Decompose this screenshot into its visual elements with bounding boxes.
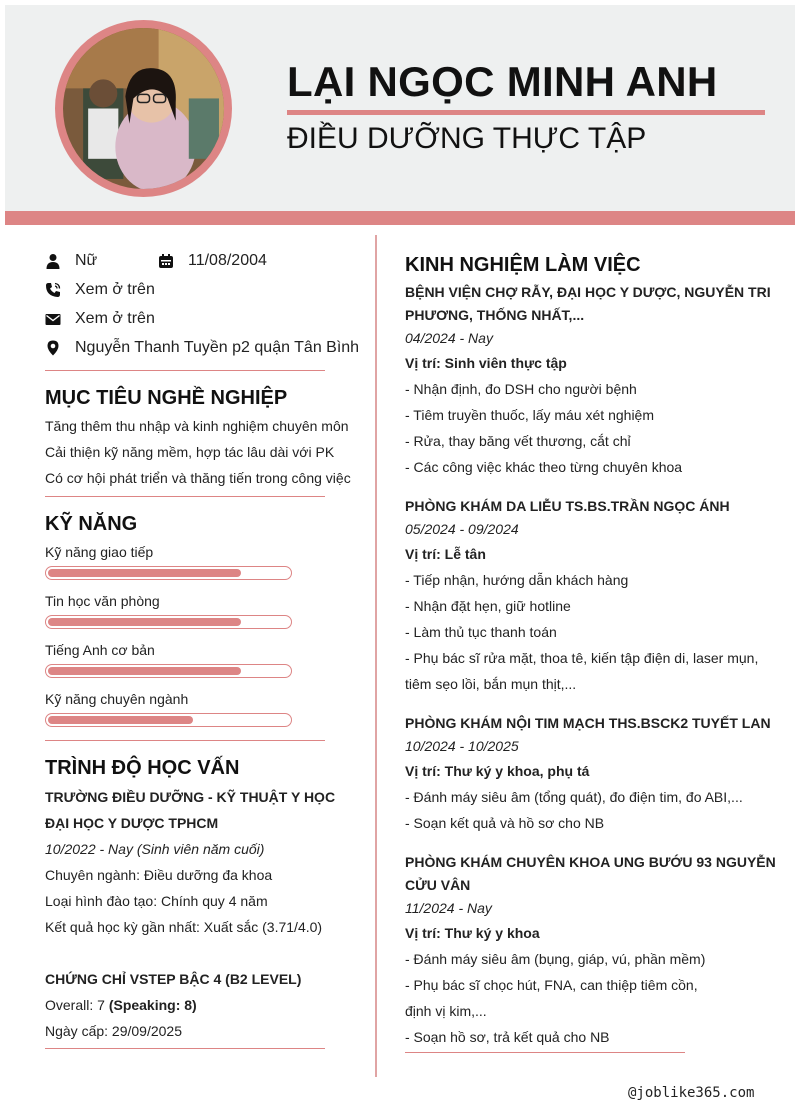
divider — [405, 1052, 685, 1053]
objective-line: Cải thiện kỹ năng mềm, hợp tác lâu dài với PK — [45, 444, 335, 460]
job-task: - Phụ bác sĩ chọc hút, FNA, can thiệp tiêm cồn, — [405, 977, 698, 993]
skill-label: Tiếng Anh cơ bản — [45, 642, 155, 658]
job-task: - Tiếp nhận, hướng dẫn khách hàng — [405, 572, 629, 588]
skill-label: Kỹ năng giao tiếp — [45, 544, 154, 560]
job-task: - Làm thủ tục thanh toán — [405, 624, 557, 640]
skills-title: KỸ NĂNG — [45, 513, 138, 535]
email-value: Xem ở trên — [75, 310, 155, 327]
location-icon — [45, 340, 61, 356]
job-task: - Soạn kết quả và hồ sơ cho NB — [405, 815, 605, 831]
address-value: Nguyễn Thanh Tuyền p2 quận Tân Bình — [75, 339, 360, 356]
job-org: PHÒNG KHÁM CHUYÊN KHOA UNG BƯỚU 93 NGUYỄN — [405, 854, 776, 870]
calendar-icon — [158, 253, 174, 269]
school-name: TRƯỜNG ĐIỀU DƯỠNG - KỸ THUẬT Y HỌC — [45, 789, 336, 805]
job-period: 11/2024 - Nay — [405, 900, 492, 916]
skill-fill — [48, 716, 193, 724]
job-role: Vị trí: Sinh viên thực tập — [405, 355, 567, 371]
candidate-name: LẠI NGỌC MINH ANH — [287, 58, 718, 105]
job-org: BỆNH VIỆN CHỢ RẪY, ĐẠI HỌC Y DƯỢC, NGUYỄN TRI — [405, 284, 771, 300]
job-task: - Nhận đặt hẹn, giữ hotline — [405, 598, 571, 614]
watermark: @joblike365.com — [628, 1085, 755, 1101]
job-period: 10/2024 - 10/2025 — [405, 738, 519, 754]
email-row — [45, 310, 155, 328]
objective-line: Tăng thêm thu nhập và kinh nghiệm chuyên môn — [45, 418, 349, 434]
job-task: - Tiêm truyền thuốc, lấy máu xét nghiệm — [405, 407, 654, 423]
gender-row — [45, 252, 97, 270]
education-training: Loại hình đào tạo: Chính quy 4 năm — [45, 893, 268, 909]
divider — [45, 740, 325, 741]
education-result: Kết quả học kỳ gần nhất: Xuất sắc (3.71/4.0) — [45, 919, 323, 935]
job-task: - Đánh máy siêu âm (tổng quát), đo điện tim, đo ABI,... — [405, 789, 743, 805]
dob-value: 11/08/2004 — [188, 252, 267, 269]
dob-row — [158, 252, 267, 270]
school-name: ĐẠI HỌC Y DƯỢC TPHCM — [45, 815, 219, 831]
education-period: 10/2022 - Nay (Sinh viên năm cuối) — [45, 841, 265, 857]
job-task: - Các công việc khác theo từng chuyên khoa — [405, 459, 683, 475]
job-role: Vị trí: Thư ký y khoa — [405, 925, 540, 941]
email-icon — [45, 311, 61, 327]
skill-bar — [45, 713, 292, 727]
job-task: - Soạn hồ sơ, trả kết quả cho NB — [405, 1029, 610, 1045]
name-underline — [287, 110, 765, 115]
job-org: PHÒNG KHÁM DA LIỄU TS.BS.TRẦN NGỌC ÁNH — [405, 498, 730, 514]
avatar — [55, 20, 232, 197]
objective-line: Có cơ hội phát triển và thăng tiến trong công việc — [45, 470, 351, 486]
address-row — [45, 339, 359, 357]
divider — [45, 496, 325, 497]
user-icon — [45, 253, 61, 269]
phone-row — [45, 281, 155, 299]
certificate-overall: Overall: 7 — [45, 997, 109, 1013]
gender-value: Nữ — [75, 252, 98, 269]
skill-bar — [45, 664, 292, 678]
skill-fill — [48, 569, 241, 577]
education-title: TRÌNH ĐỘ HỌC VẤN — [45, 757, 240, 779]
job-org: PHƯƠNG, THỐNG NHẤT,... — [405, 307, 585, 323]
job-task: tiêm sẹo lồi, bắn mụn thịt,... — [405, 676, 577, 692]
job-task: - Phụ bác sĩ rửa mặt, thoa tê, kiến tập điện di, laser mụn, — [405, 650, 759, 666]
skill-label: Kỹ năng chuyên ngành — [45, 691, 189, 707]
header-accent-bar — [5, 211, 795, 225]
skill-bar — [45, 566, 292, 580]
job-org: CỬU VÂN — [405, 877, 471, 893]
divider — [45, 1048, 325, 1049]
certificate-speaking: (Speaking: 8) — [108, 997, 197, 1013]
education-major: Chuyên ngành: Điều dưỡng đa khoa — [45, 867, 273, 883]
certificate-title: CHỨNG CHỈ VSTEP BẬC 4 (B2 LEVEL) — [45, 971, 302, 987]
phone-icon — [45, 282, 61, 298]
objective-title: MỤC TIÊU NGHỀ NGHIỆP — [45, 387, 288, 409]
experience-title: KINH NGHIỆM LÀM VIỆC — [405, 254, 641, 276]
job-task: - Rửa, thay băng vết thương, cắt chỉ — [405, 433, 631, 449]
phone-value: Xem ở trên — [75, 281, 155, 298]
divider — [45, 370, 325, 371]
job-title: ĐIỀU DƯỠNG THỰC TẬP — [287, 122, 647, 155]
skill-bar — [45, 615, 292, 629]
job-role: Vị trí: Thư ký y khoa, phụ tá — [405, 763, 590, 779]
certificate-date: Ngày cấp: 29/09/2025 — [45, 1023, 182, 1039]
job-org: PHÒNG KHÁM NỘI TIM MẠCH THS.BSCK2 TUYẾT LAN — [405, 715, 771, 731]
skill-fill — [48, 618, 241, 626]
skill-label: Tin học văn phòng — [45, 593, 160, 609]
job-period: 04/2024 - Nay — [405, 330, 493, 346]
job-task: định vị kim,... — [405, 1003, 487, 1019]
column-divider — [375, 235, 377, 1077]
job-task: - Nhận định, đo DSH cho người bệnh — [405, 381, 637, 397]
certificate-score — [45, 997, 197, 1013]
job-task: - Đánh máy siêu âm (bụng, giáp, vú, phần mềm) — [405, 951, 706, 967]
job-period: 05/2024 - 09/2024 — [405, 521, 519, 537]
profile-photo — [63, 28, 224, 189]
skill-fill — [48, 667, 241, 675]
job-role: Vị trí: Lễ tân — [405, 546, 486, 562]
